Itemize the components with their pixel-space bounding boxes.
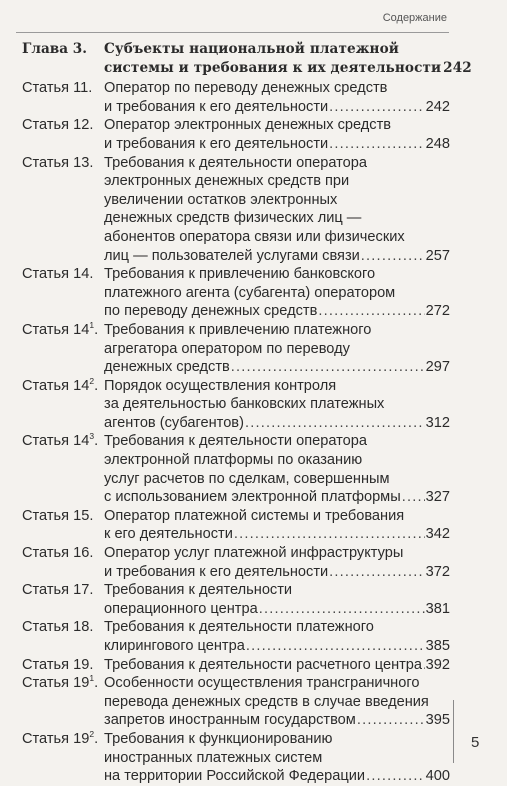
toc-entry[interactable] [22,79,450,116]
toc-title-last-line [104,247,450,266]
toc-title-line: Требования к привлечению платежного [104,321,372,338]
toc-entry-title [104,544,450,581]
toc-title-line: системы и требования к их деятельности [104,59,442,76]
toc-title-line: платежного агента (субагента) оператором [104,284,396,301]
toc-page-number: 257 [425,247,450,264]
toc-page-number: 400 [425,768,450,785]
toc-page-number: 372 [425,563,450,580]
toc-title-line: Субъекты национальной платежной [104,41,399,57]
toc-entry-superscript: 3 [89,431,95,442]
toc-entry-title [104,40,472,77]
toc-entry-label: Статья $14^1$. [22,319,99,338]
toc-title-last-line [104,767,450,786]
toc-entry-title [104,507,450,544]
toc-entry-title [104,321,450,377]
toc-title-line: увеличении остатков электронных [104,191,338,208]
toc-title-line: к его деятельности [104,526,233,543]
toc-entry-title [104,656,450,675]
dot-leader [329,135,424,154]
toc-page-number: 385 [425,638,450,654]
toc-entry-title [104,674,450,730]
toc-title-line: Порядок осуществления контроля [104,377,337,394]
toc-entry-number: Статья 16. [22,545,94,562]
toc-title-last-line [104,302,450,321]
toc-title-line: и требования к его деятельности [104,98,329,115]
toc-entry-label [22,507,104,544]
toc-title-last-line [104,98,450,117]
toc-entry[interactable] [22,674,450,730]
toc-title-line: услуг расчетов по сделкам, совершенным [104,470,390,487]
toc-title-line: Требования к деятельности оператора [104,154,368,171]
toc-entry[interactable] [22,507,450,544]
toc-entry-label [22,618,104,655]
toc-title-line: перевода денежных средств в случае введения [104,693,429,710]
toc-entry-superscript: 2 [89,375,95,386]
toc-page-number: 242 [443,59,472,76]
toc-entry-number: Статья 13. [22,154,94,171]
toc-entry[interactable] [22,432,450,506]
toc-title-line: электронной платформы по оказанию [104,452,363,469]
toc-title-line: Требования к деятельности расчетного центра [104,656,423,673]
toc-entry-title [104,116,450,153]
toc-entry-title [104,79,450,116]
dot-leader [329,98,424,117]
toc-entry-title [104,432,450,506]
dot-leader [234,525,425,544]
toc-entry-number: Статья 19. [22,656,94,673]
dot-leader [361,247,425,266]
toc-entry[interactable] [22,321,450,377]
toc-title-line: Оператор платежной системы и требования [104,507,405,524]
toc-entry[interactable] [22,618,450,655]
toc-entry-label: Статья $19^1$. [22,673,99,692]
toc-title-line: Требования к деятельности оператора [104,433,368,450]
toc-page-number: 381 [425,600,450,617]
toc-title-line: за деятельностью банковских платежных [104,396,385,413]
dot-leader [423,656,425,675]
dot-leader [246,637,425,656]
toc-title-line: Оператор услуг платежной инфраструктуры [104,545,404,562]
toc-page-number: 327 [425,489,450,506]
toc-title-last-line [104,656,450,675]
toc-title-last-line [104,525,450,544]
toc-title-line: с использованием электронной платформы [104,489,401,506]
toc-title-line: Требования к деятельности платежного [104,619,374,636]
toc-title-line: агрегатора оператором по переводу [104,340,350,357]
toc-entry-label [22,79,104,116]
toc-entry-label [22,40,104,77]
toc-entry[interactable] [22,544,450,581]
toc-entry-label [22,116,104,153]
toc-title-line: на территории Российской Федерации [104,768,366,785]
toc-title-line: Требования к деятельности [104,582,293,599]
toc-entry-title [104,377,450,433]
toc-entry[interactable] [22,116,450,153]
header-rule [16,32,449,33]
dot-leader [329,563,424,582]
toc-title-line: запретов иностранным государством [104,712,356,729]
toc-title-line: клирингового центра [104,638,245,654]
toc-entry-number: Статья 19 [22,730,90,747]
folio-rule [453,700,454,763]
toc-entry-number: Статья 14 [22,377,90,394]
toc-page-number: 312 [425,414,450,431]
toc-page-number: 248 [425,135,450,152]
toc-chapter-entry[interactable] [22,40,472,77]
toc-entry-label [22,544,104,581]
toc-entry-number: Статья 19 [22,675,90,692]
running-head: Содержание [382,12,447,24]
toc-entry[interactable] [22,656,450,675]
toc-entry-number: Статья 14 [22,433,90,450]
toc-entry[interactable] [22,377,450,433]
dot-leader [245,414,425,433]
toc-entry-number: Статья 17. [22,582,94,599]
toc-title-line: операционного центра [104,600,258,617]
toc-title-line: и требования к его деятельности [104,135,329,152]
toc-title-last-line [104,358,450,377]
toc-entry[interactable] [22,265,450,321]
toc-entry[interactable] [22,730,450,786]
toc-title-line: иностранных платежных систем [104,749,323,766]
toc-entry-number: Статья 14 [22,321,90,338]
toc-page-number: 392 [425,656,450,673]
page-number: 5 [471,734,480,751]
toc-entry-title [104,618,450,655]
toc-title-line: агентов (субагентов) [104,414,244,431]
toc-title-line: Требования к привлечению банковского [104,266,376,283]
dot-leader [231,358,425,377]
toc-title-line: по переводу денежных средств [104,303,318,320]
dot-leader [357,711,425,730]
toc-entry-number: Статья 11. [22,80,93,97]
toc-title-last-line [104,563,450,582]
toc-title-last-line [104,637,450,656]
table-of-contents [22,40,472,786]
toc-entry-superscript: 2 [89,728,95,739]
toc-title-line: Оператор по переводу денежных средств [104,80,388,97]
toc-entry-title [104,265,450,321]
toc-title-last-line [104,488,450,507]
toc-entry[interactable] [22,581,450,618]
toc-entry-label [22,154,104,266]
toc-entry-number: Статья 14. [22,266,94,283]
toc-entry-superscript: 1 [89,673,95,684]
toc-page-number: 272 [425,303,450,320]
toc-title-line: Требования к функционированию [104,730,333,747]
dot-leader [366,767,425,786]
toc-title-line: абонентов оператора связи или физических [104,228,405,245]
toc-entry-title [104,154,450,266]
toc-entry-label [22,656,104,675]
toc-entry-label [22,581,104,618]
toc-title-last-line [104,711,450,730]
toc-entry-label [22,265,104,321]
toc-title-line: Особенности осуществления трансграничного [104,675,420,692]
toc-page-number: 395 [425,712,450,729]
toc-entry-number: Глава 3. [22,41,87,57]
toc-title-last-line [104,600,450,619]
toc-entry-title [104,581,450,618]
toc-entry-label: Статья $14^2$. [22,375,99,394]
toc-title-line: лиц — пользователей услугами связи [104,247,360,264]
toc-entry-title [104,730,450,786]
dot-leader [259,600,425,619]
toc-entry[interactable] [22,154,450,266]
dot-leader [402,488,425,507]
toc-entry-label: Статья $14^3$. [22,431,99,450]
toc-page-number: 297 [425,359,450,376]
toc-title-line: денежных средств [104,359,230,376]
toc-page-number: 342 [425,526,450,543]
toc-page-number: 242 [425,98,450,115]
toc-entry-label: Статья $19^2$. [22,728,99,747]
toc-title-line: денежных средств физических лиц — [104,210,362,227]
toc-entry-number: Статья 18. [22,619,94,636]
toc-title-line: электронных денежных средств при [104,173,350,190]
dot-leader [318,302,424,321]
toc-title-last-line [104,59,472,78]
toc-title-line: Оператор электронных денежных средств [104,117,392,134]
toc-entry-number: Статья 12. [22,117,94,134]
toc-title-last-line [104,135,450,154]
toc-title-last-line [104,414,450,433]
toc-entry-number: Статья 15. [22,507,94,524]
toc-title-line: и требования к его деятельности [104,563,329,580]
toc-entry-superscript: 1 [89,319,95,330]
